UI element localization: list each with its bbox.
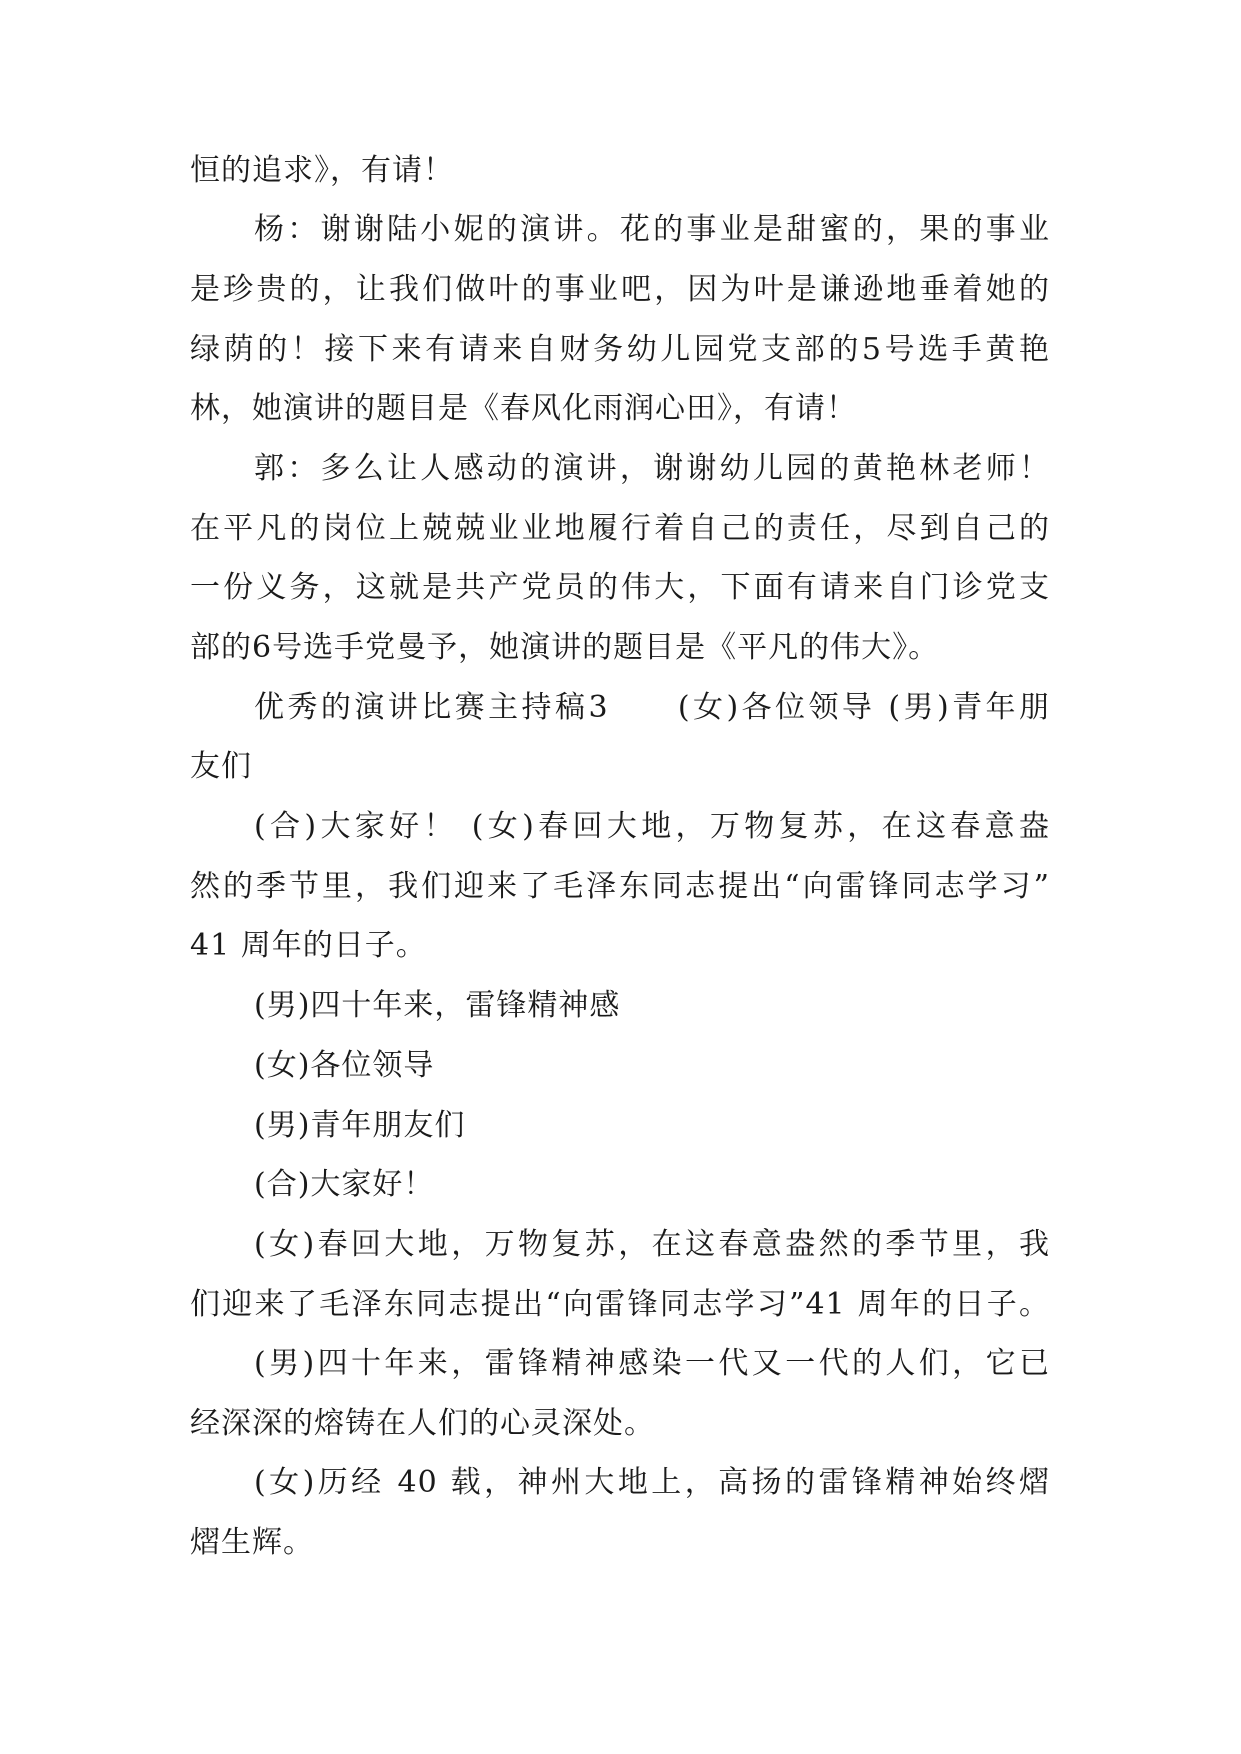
text-line: 郭：多么让人感动的演讲，谢谢幼儿园的黄艳林老师！ [254,451,1050,486]
text-line: (合)大家好！ [254,1167,435,1202]
text-line: 然的季节里，我们迎来了毛泽东同志提出“向雷锋同志学习” [190,869,1050,904]
text-line: 绿荫的！接下来有请来自财务幼儿园党支部的5号选手黄艳 [190,332,1050,367]
text-line: (男)青年朋友们 [254,1108,466,1143]
text-line: (男)四十年来，雷锋精神感染一代又一代的人们，它已 [254,1346,1050,1381]
text-line: (男)四十年来，雷锋精神感 [254,988,621,1023]
text-line: 在平凡的岗位上兢兢业业地履行着自己的责任，尽到自己的 [190,511,1050,546]
text-line: 经深深的熔铸在人们的心灵深处。 [190,1406,655,1441]
text-line: 林，她演讲的题目是《春风化雨润心田》，有请！ [190,391,857,426]
text-line: 友们 [190,749,252,784]
text-line: (合)大家好！ (女)春回大地，万物复苏，在这春意盎 [254,809,1050,844]
text-line: 是珍贵的，让我们做叶的事业吧，因为叶是谦逊地垂着她的 [190,272,1050,307]
text-line: 41 周年的日子。 [190,928,427,963]
text-line: 恒的追求》，有请！ [190,153,454,188]
text-line: (女)春回大地，万物复苏，在这春意盎然的季节里，我 [254,1227,1050,1262]
text-line: (女)各位领导 [254,1048,435,1083]
text-line: (女)历经 40 载，神州大地上，高扬的雷锋精神始终熠 [254,1465,1050,1500]
text-line: 杨：谢谢陆小妮的演讲。花的事业是甜蜜的，果的事业 [254,212,1050,247]
text-line: 优秀的演讲比赛主持稿3 (女)各位领导 (男)青年朋 [254,690,1050,725]
text-line: 熠生辉。 [190,1525,314,1560]
text-line: 一份义务，这就是共产党员的伟大，下面有请来自门诊党支 [190,570,1050,605]
text-line: 部的6号选手党曼予，她演讲的题目是《平凡的伟大》。 [190,630,940,665]
text-line: 们迎来了毛泽东同志提出“向雷锋同志学习”41 周年的日子。 [190,1287,1050,1322]
